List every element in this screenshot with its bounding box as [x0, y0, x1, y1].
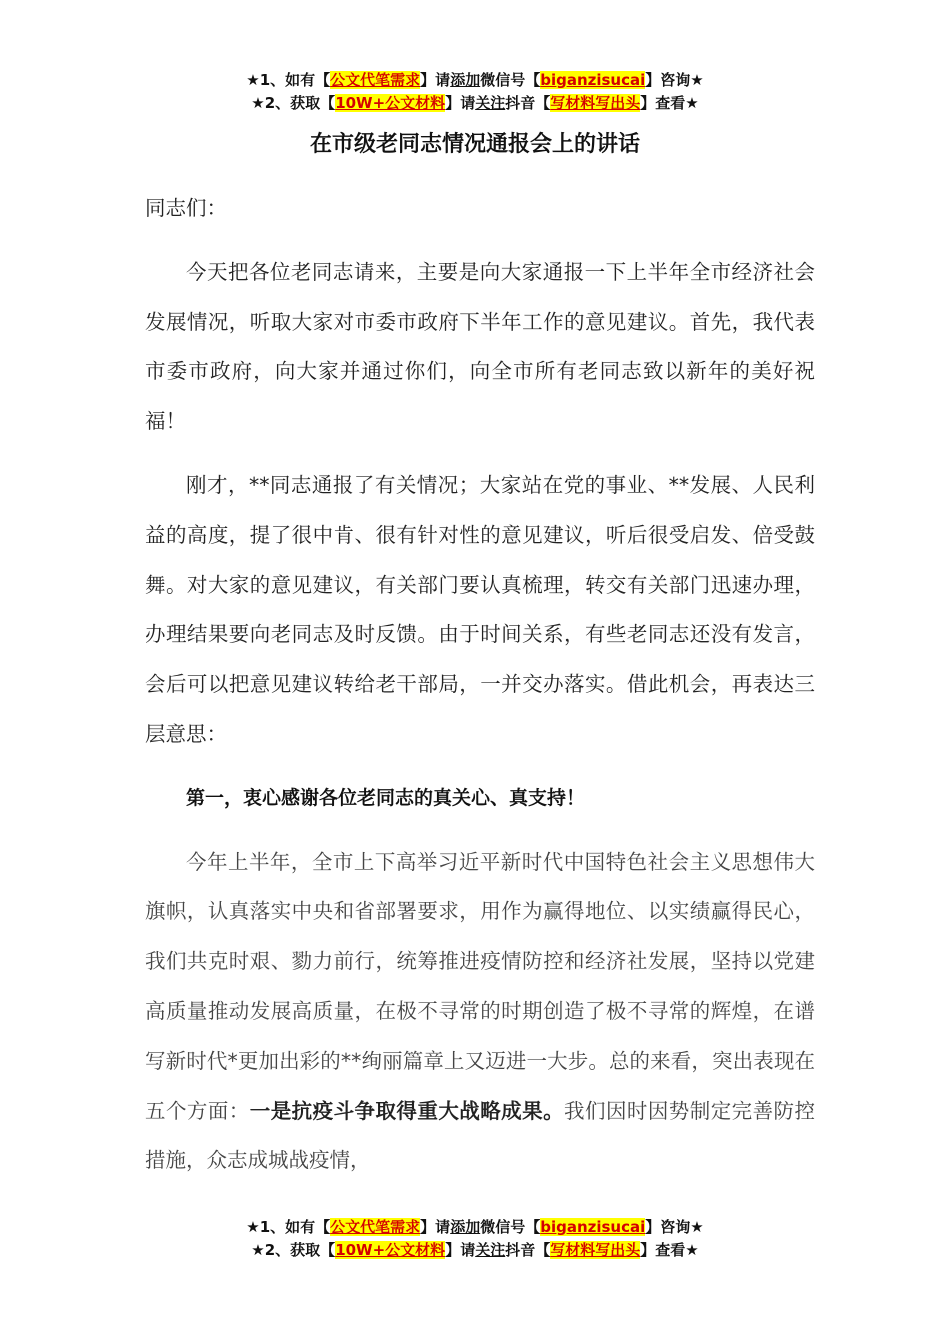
banner-text: ★1、如有【	[246, 71, 331, 89]
banner-wechat-id: biganzisucai	[540, 71, 646, 89]
banner-text: 抖音【	[505, 94, 551, 112]
footer-banner	[0, 1216, 950, 1262]
banner-line-1	[0, 69, 950, 92]
banner-text: 】请	[445, 1241, 476, 1259]
document-title: 在市级老同志情况通报会上的讲话	[309, 132, 640, 157]
banner-text: 微信号【	[480, 1218, 541, 1236]
banner-text: 微信号【	[480, 71, 541, 89]
paragraph-text: 我们因时因势制定完善防控措施，众志成城战疫情，	[145, 1098, 816, 1173]
banner-line-2	[0, 92, 950, 115]
banner-text: ★2、获取【	[251, 1241, 336, 1259]
banner-douyin-id: 写材料写出头	[550, 94, 641, 112]
banner-text: 】咨询★	[645, 1218, 704, 1236]
banner-text: 】查看★	[640, 1241, 699, 1259]
banner-line-1	[0, 1216, 950, 1239]
banner-wechat-id: biganzisucai	[540, 1218, 646, 1236]
paragraph-text: 今年上半年，全市上下高举习近平新时代中国特色社会主义思想伟大旗帜，认真落实中央和省部署要求，用作为赢得地位、以实绩赢得民心，我们共克时艰、勠力前行，统筹推进疫情防控和经济社发展，坚持以党建高质量推动发展高质量，在极不寻常的时期创造了极不寻常的辉煌，在谱写新时代*更加出彩的**绚丽篇章上又迈进一大步。总的来看，突出表现在五个方面：	[145, 849, 815, 1123]
paragraph-2: 刚才，**同志通报了有关情况；大家站在党的事业、**发展、人民利益的高度，提了很中肯、很有针对性的意见建议，听后很受启发、倍受鼓舞。对大家的意见建议，有关部门要认真梳理，转交有关部门迅速办理，办理结果要向老同志及时反馈。由于时间关系，有些老同志还没有发言，会后可以把意见建议转给老干部局，一并交办落实。借此机会，再表达三层意思：	[145, 472, 815, 746]
banner-underline: 添加	[450, 71, 481, 89]
banner-douyin-id: 写材料写出头	[550, 1241, 641, 1259]
banner-highlight: 10W+公文材料	[335, 94, 446, 112]
paragraph-1: 今天把各位老同志请来，主要是向大家通报一下上半年全市经济社会发展情况，听取大家对市委市政府下半年工作的意见建议。首先，我代表市委市政府，向大家并通过你们，向全市所有老同志致以新年的美好祝福！	[145, 259, 815, 434]
header-banner	[0, 69, 950, 115]
banner-underline: 关注	[475, 1241, 506, 1259]
salutation: 同志们：	[145, 196, 227, 220]
banner-highlight: 10W+公文材料	[335, 1241, 446, 1259]
banner-underline: 关注	[475, 94, 506, 112]
document-body	[145, 184, 815, 1186]
banner-text: 】咨询★	[645, 71, 704, 89]
paragraph-emphasis: 一是抗疫斗争取得重大战略成果。	[249, 1098, 565, 1123]
banner-highlight: 公文代笔需求	[330, 71, 421, 89]
section-heading-1: 第一，衷心感谢各位老同志的真关心、真支持！	[186, 786, 586, 809]
banner-highlight: 公文代笔需求	[330, 1218, 421, 1236]
paragraph-3	[145, 838, 815, 1187]
banner-text: ★2、获取【	[251, 94, 336, 112]
banner-text: 】请	[445, 94, 476, 112]
banner-line-2	[0, 1239, 950, 1262]
banner-text: 】请	[420, 71, 451, 89]
banner-underline: 添加	[450, 1218, 481, 1236]
banner-text: 】查看★	[640, 94, 699, 112]
banner-text: 抖音【	[505, 1241, 551, 1259]
banner-text: 】请	[420, 1218, 451, 1236]
banner-text: ★1、如有【	[246, 1218, 331, 1236]
